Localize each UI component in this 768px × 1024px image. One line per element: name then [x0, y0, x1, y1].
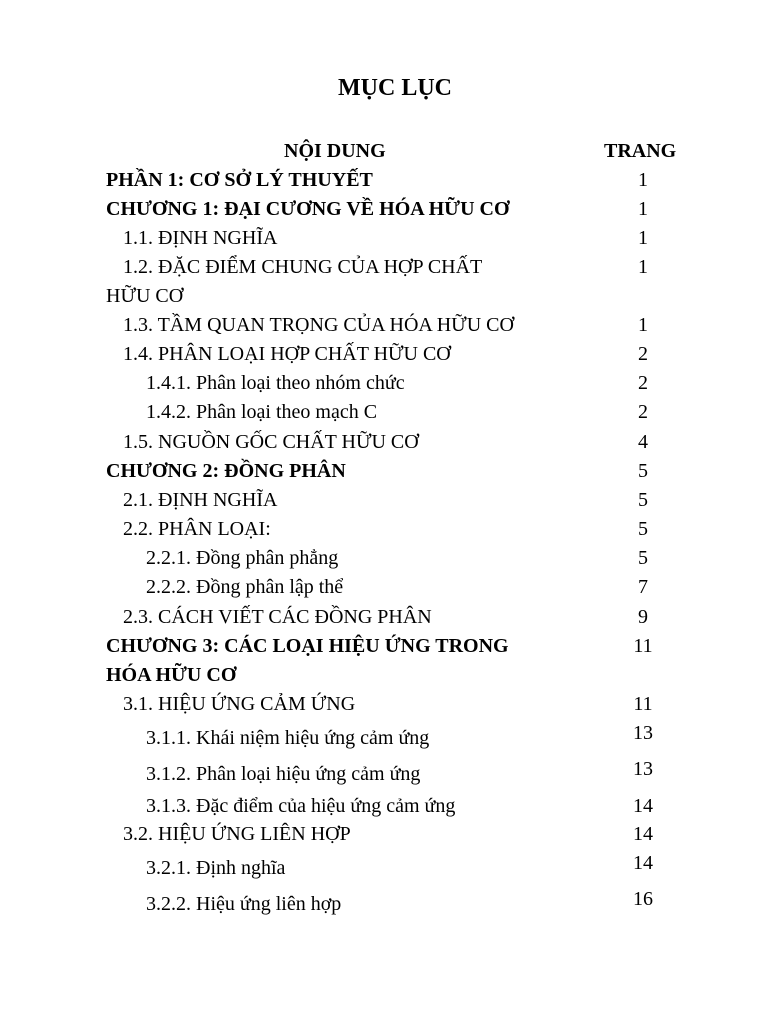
toc-entry-text: 2.2.2. Đồng phân lập thể: [146, 576, 344, 598]
toc-entry: [0, 724, 768, 754]
toc-entry: [0, 854, 768, 884]
toc-entry-page: 1: [638, 314, 648, 336]
toc-entry: [0, 398, 768, 428]
toc-entry-text: 3.1. HIỆU ỨNG CẢM ỨNG: [123, 693, 356, 715]
toc-entry-page: 5: [638, 547, 648, 569]
toc-entry-page: 14: [633, 823, 653, 845]
toc-entry-text: CHƯƠNG 1: ĐẠI CƯƠNG VỀ HÓA HỮU CƠ: [106, 198, 510, 220]
toc-entry-text: 2.3. CÁCH VIẾT CÁC ĐỒNG PHÂN: [123, 606, 432, 628]
toc-entry-page: 1: [638, 227, 648, 249]
toc-entry-text: 1.4.1. Phân loại theo nhóm chức: [146, 372, 405, 394]
toc-entry-page: 4: [638, 431, 648, 453]
toc-entry-text: 1.5. NGUỒN GỐC CHẤT HỮU CƠ: [123, 431, 419, 453]
toc-entry-text: 3.1.1. Khái niệm hiệu ứng cảm ứng: [146, 727, 430, 749]
toc-entry-text: 2.2. PHÂN LOẠI:: [123, 518, 271, 540]
toc-entry-text: 2.1. ĐỊNH NGHĨA: [123, 489, 278, 511]
toc-entry: [0, 195, 768, 225]
toc-entry: [0, 369, 768, 399]
toc-entry: [0, 166, 768, 196]
toc-entry: [0, 690, 768, 720]
toc-entry-page: 7: [638, 576, 648, 598]
toc-entry-text: 1.4. PHÂN LOẠI HỢP CHẤT HỮU CƠ: [123, 343, 451, 365]
toc-entry: [0, 428, 768, 458]
toc-entry-text: 3.2.2. Hiệu ứng liên hợp: [146, 893, 342, 915]
toc-entry-page: 14: [633, 795, 653, 817]
toc-entry: [0, 311, 768, 341]
toc-entry-text: PHẦN 1: CƠ SỞ LÝ THUYẾT: [106, 169, 373, 191]
toc-entry-page: 9: [638, 606, 648, 628]
toc-entry-page: 2: [638, 343, 648, 365]
toc-entry-continuation: [0, 282, 768, 312]
toc-entry-page: 13: [633, 722, 653, 744]
toc-entry-page: 1: [638, 198, 648, 220]
column-header-content: NỘI DUNG: [284, 140, 386, 162]
toc-entry-text: 1.1. ĐỊNH NGHĨA: [123, 227, 278, 249]
toc-entry: [0, 792, 768, 822]
column-header-page: TRANG: [604, 140, 677, 162]
page-title: MỤC LỤC: [338, 75, 452, 101]
toc-entry: [0, 603, 768, 633]
toc-entry: [0, 890, 768, 920]
toc-entry: [0, 544, 768, 574]
toc-entry-page: 5: [638, 489, 648, 511]
toc-entry-page: 1: [638, 169, 648, 191]
toc-entry-page: 2: [638, 401, 648, 423]
toc-entry-text: 2.2.1. Đồng phân phẳng: [146, 547, 339, 569]
toc-entry-page: 11: [633, 635, 653, 657]
toc-entry-text-cont: HỮU CƠ: [106, 285, 184, 307]
toc-entry: [0, 253, 768, 283]
toc-entry-page: 1: [638, 256, 648, 278]
toc-entry: [0, 820, 768, 850]
toc-entry-text: 1.3. TẦM QUAN TRỌNG CỦA HÓA HỮU CƠ: [123, 314, 514, 336]
toc-entry-text: CHƯƠNG 3: CÁC LOẠI HIỆU ỨNG TRONG: [106, 635, 509, 657]
toc-entry-page: 11: [633, 693, 653, 715]
toc-entry: [0, 515, 768, 545]
toc-entry-continuation: [0, 661, 768, 691]
toc-entry-text: 3.1.2. Phân loại hiệu ứng cảm ứng: [146, 763, 421, 785]
toc-entry-page: 2: [638, 372, 648, 394]
toc-entry-text-cont: HÓA HỮU CƠ: [106, 664, 237, 686]
toc-entry: [0, 760, 768, 790]
toc-entry-page: 13: [633, 758, 653, 780]
toc-entry-text: 1.4.2. Phân loại theo mạch C: [146, 401, 378, 423]
toc-entry: [0, 457, 768, 487]
toc-entry-page: 5: [638, 460, 648, 482]
toc-entry: [0, 224, 768, 254]
toc-entry-text: 3.1.3. Đặc điểm của hiệu ứng cảm ứng: [146, 795, 456, 817]
toc-entry: [0, 632, 768, 662]
toc-entry: [0, 573, 768, 603]
toc-entry-page: 5: [638, 518, 648, 540]
toc-entry-text: 3.2.1. Định nghĩa: [146, 857, 286, 879]
toc-entry-text: 1.2. ĐẶC ĐIỂM CHUNG CỦA HỢP CHẤT: [123, 256, 483, 278]
toc-entry: [0, 486, 768, 516]
toc-entry: [0, 340, 768, 370]
toc-entry-text: CHƯƠNG 2: ĐỒNG PHÂN: [106, 460, 346, 482]
toc-entry-page: 16: [633, 888, 653, 910]
toc-entry-text: 3.2. HIỆU ỨNG LIÊN HỢP: [123, 823, 351, 845]
toc-entry-page: 14: [633, 852, 653, 874]
